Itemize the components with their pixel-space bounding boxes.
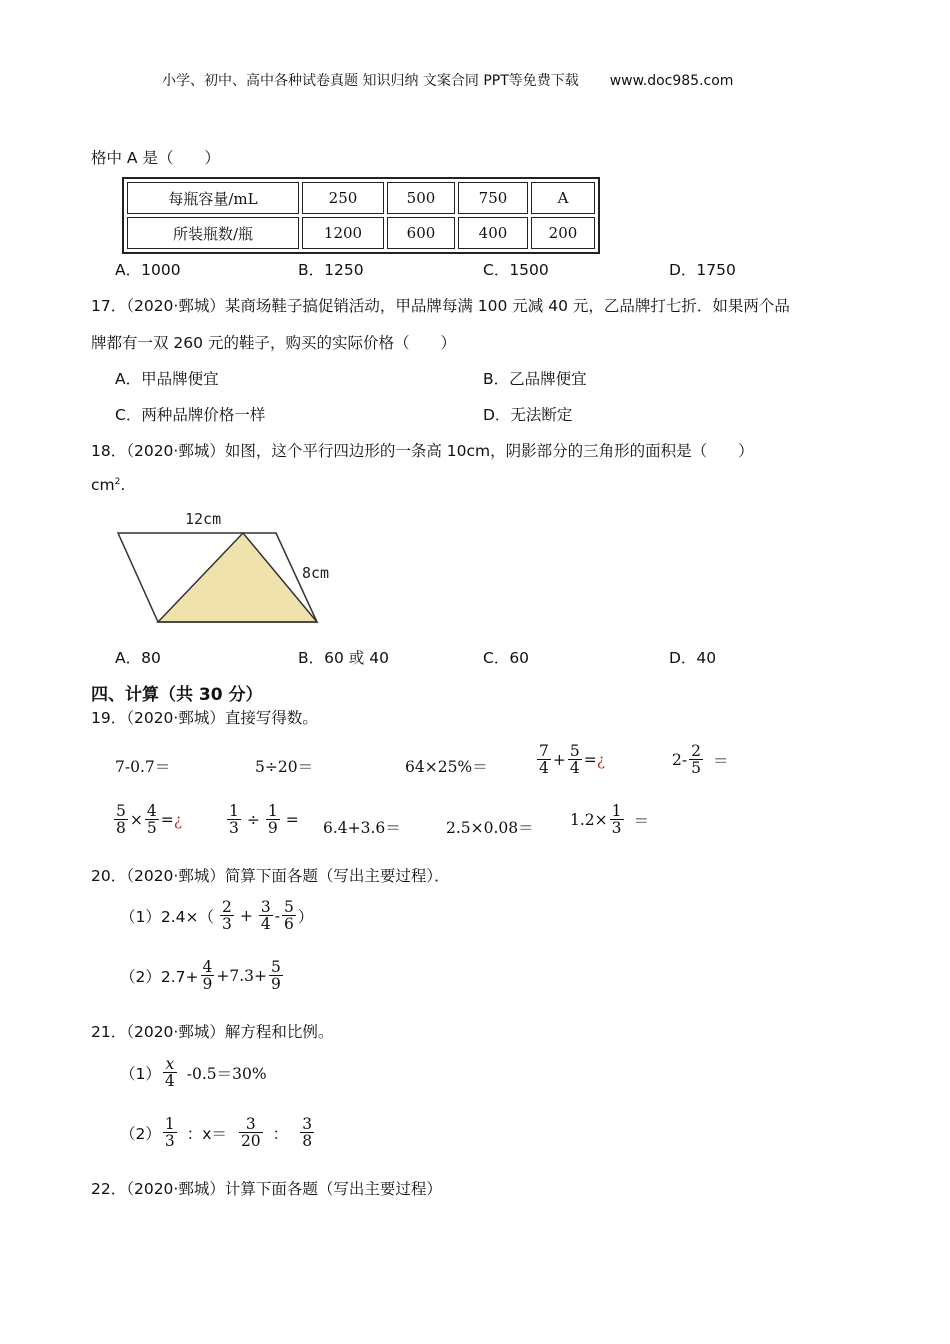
operator: × (129, 810, 143, 829)
q19-r1-a: 7-0.7＝ (115, 758, 171, 776)
table-cell: 750 (458, 182, 528, 214)
equals: ＝ (712, 751, 729, 770)
q19-r2-b (225, 803, 299, 837)
prefix: 2- (672, 750, 688, 769)
q17-option-a[interactable]: A．甲品牌便宜 (115, 370, 219, 388)
q19-r2-e (570, 803, 649, 837)
equals: = (285, 810, 299, 829)
table-cell: 600 (387, 217, 455, 249)
fraction: $\frac{3}{8}$ (302, 1115, 313, 1151)
q19-r2-a (112, 803, 182, 837)
prefix: （1）2.4×（ (120, 907, 214, 926)
top-length-label: 12cm (185, 510, 222, 528)
q16-option-a[interactable]: A．1000 (115, 261, 181, 279)
q20-stem: 20．（2020·鄄城）简算下面各题（写出主要过程）． (91, 867, 450, 885)
fraction: $\frac{2}{3}$ (222, 898, 232, 934)
table-cell: 每瓶容量/mL (127, 182, 299, 214)
q18-unit-text: cm (91, 476, 115, 494)
q21-part1 (120, 1056, 267, 1090)
capacity-table (122, 177, 600, 254)
q19-r1-d (535, 743, 605, 777)
operator: + (552, 750, 566, 769)
fraction: $\frac{5}{8}$ (116, 802, 126, 838)
side-length-label: 8cm (302, 564, 330, 582)
fraction: $\frac{3}{20}$ (240, 1115, 261, 1151)
table-cell: A (531, 182, 595, 214)
fraction: $\frac{4}{5}$ (146, 802, 157, 838)
q18-unit (91, 476, 125, 494)
prefix: （1） (120, 1064, 161, 1083)
q18-option-c[interactable]: C．60 (483, 649, 530, 667)
fraction: $\frac{3}{4}$ (260, 898, 271, 934)
equals: ＝ (633, 811, 650, 830)
garbled-mark: ¿ (596, 750, 606, 769)
operator: ÷ (246, 810, 260, 829)
q21-stem: 21．（2020·鄄城）解方程和比例。 (91, 1023, 334, 1041)
table-cell: 1200 (302, 217, 384, 249)
fraction: $\frac{5}{6}$ (284, 898, 294, 934)
equals: = (160, 810, 174, 829)
fraction: $\frac{4}{9}$ (202, 958, 213, 994)
fraction: $\frac{5}{9}$ (271, 958, 281, 994)
q17-option-d[interactable]: D．无法断定 (483, 406, 573, 424)
colon: ： (272, 1124, 289, 1143)
shaded-triangle (158, 533, 317, 622)
q21-part2 (120, 1116, 316, 1150)
fraction: $\frac{1}{3}$ (164, 1115, 175, 1151)
q20-part1 (120, 899, 313, 933)
middle: +7.3+ (216, 966, 267, 985)
q18-option-a[interactable]: A．80 (115, 649, 161, 667)
q19-stem: 19．（2020·鄄城）直接写得数。 (91, 709, 318, 727)
middle: ：x＝ (186, 1124, 227, 1143)
fraction: $\frac{x}{4}$ (164, 1055, 175, 1091)
suffix: ） (297, 907, 314, 926)
table-cell: 500 (387, 182, 455, 214)
suffix: -0.5＝30% (186, 1064, 267, 1083)
table-cell: 400 (458, 217, 528, 249)
q19-r1-e (672, 743, 729, 777)
parallelogram-figure (110, 504, 350, 632)
equals: = (583, 750, 597, 769)
q18-option-d[interactable]: D．40 (669, 649, 717, 667)
q22-stem: 22．（2020·鄄城）计算下面各题（写出主要过程） (91, 1180, 442, 1198)
q19-r1-b: 5÷20＝ (255, 758, 314, 776)
fraction: $\frac{1}{3}$ (611, 802, 622, 838)
q18-unit-sup: 2 (114, 476, 121, 487)
q19-r2-c: 6.4+3.6＝ (323, 819, 401, 837)
q18-option-b[interactable]: B．60 或 40 (298, 649, 389, 667)
q18-unit-end: . (120, 476, 126, 494)
q17-line2: 牌都有一双 260 元的鞋子，购买的实际价格（ ） (91, 334, 456, 352)
header-url: www.doc985.com (609, 73, 734, 89)
fraction: $\frac{2}{5}$ (691, 742, 701, 778)
q17-option-c[interactable]: C．两种品牌价格一样 (115, 406, 266, 424)
table-row (127, 182, 595, 214)
operator: + (239, 906, 253, 925)
table-cell: 所装瓶数/瓶 (127, 217, 299, 249)
table-row (127, 217, 595, 249)
q16-option-c[interactable]: C．1500 (483, 261, 549, 279)
header-text (162, 70, 733, 90)
header-left: 小学、初中、高中各种试卷真题 知识归纳 文案合同 PPT等免费下载 (162, 73, 579, 89)
q19-r1-c: 64×25%＝ (405, 758, 488, 776)
q18-line1: 18．（2020·鄄城）如图，这个平行四边形的一条高 10cm，阴影部分的三角形的面积是（ ） (91, 442, 754, 460)
q17-line1: 17．（2020·鄄城）某商场鞋子搞促销活动，甲品牌每满 100 元减 40 元，乙品牌打七折．如果两个品 (91, 297, 790, 315)
fraction: $\frac{1}{9}$ (267, 802, 278, 838)
garbled-mark: ¿ (173, 810, 183, 829)
fraction: $\frac{7}{4}$ (539, 742, 549, 778)
q16-option-b[interactable]: B．1250 (298, 261, 364, 279)
q19-r2-d: 2.5×0.08＝ (446, 819, 534, 837)
fraction: $\frac{1}{3}$ (229, 802, 239, 838)
q17-option-b[interactable]: B．乙品牌便宜 (483, 370, 587, 388)
q20-part2 (120, 959, 285, 993)
q16-option-d[interactable]: D．1750 (669, 261, 736, 279)
operator: - (274, 906, 280, 925)
section-title: 四、计算（共 30 分） (91, 685, 263, 705)
table-cell: 200 (531, 217, 595, 249)
q16-tail: 格中 A 是（ ） (91, 149, 220, 167)
fraction: $\frac{5}{4}$ (569, 742, 580, 778)
prefix: 1.2× (570, 810, 608, 829)
prefix: （2） (120, 1124, 161, 1143)
prefix: （2）2.7+ (120, 967, 199, 986)
table-cell: 250 (302, 182, 384, 214)
